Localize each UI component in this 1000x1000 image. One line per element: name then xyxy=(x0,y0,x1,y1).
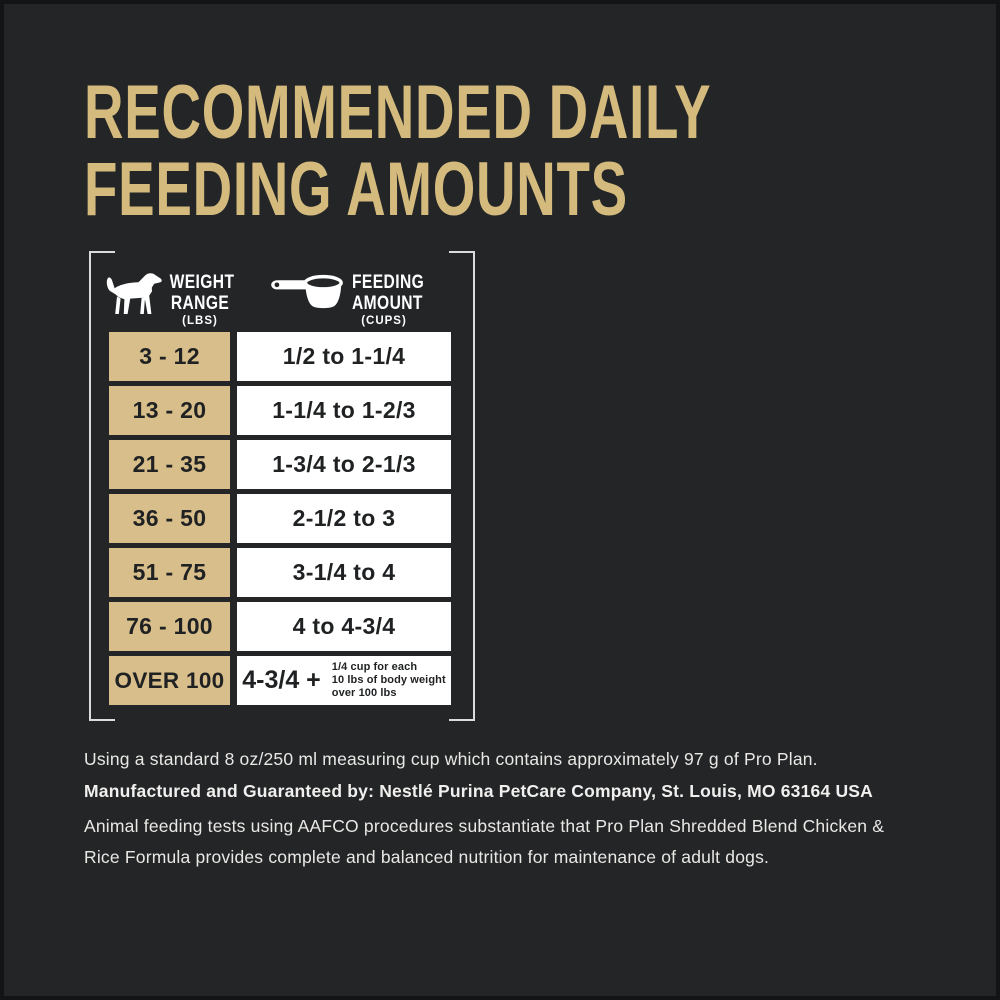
aafco-footnote-line1: Animal feeding tests using AAFCO procedures substantiate that Pro Plan Shredded Blend Chicken & xyxy=(84,816,885,836)
feeding-amount-cell: 1-1/4 to 1-2/3 xyxy=(237,386,451,435)
measuring-cup-footnote: Using a standard 8 oz/250 ml measuring cup which contains approximately 97 g of Pro Plan. xyxy=(84,749,818,769)
note-line2: 10 lbs of body weight xyxy=(331,674,446,686)
measuring-cup-icon xyxy=(269,269,349,316)
page-title-line2: FEEDING AMOUNTS xyxy=(84,147,628,232)
weight-range-cell: OVER 100 xyxy=(109,656,230,705)
feeding-amount-cell: 1-3/4 to 2-1/3 xyxy=(237,440,451,489)
note-line1: 1/4 cup for each xyxy=(331,661,418,673)
weight-range-header xyxy=(162,272,238,327)
weight-range-cell: 76 - 100 xyxy=(109,602,230,651)
weight-range-cell: 51 - 75 xyxy=(109,548,230,597)
feeding-amount-header xyxy=(344,272,424,327)
weight-range-cell: 36 - 50 xyxy=(109,494,230,543)
weight-range-cell: 13 - 20 xyxy=(109,386,230,435)
feeding-amount-cell: 4 to 4-3/4 xyxy=(237,602,451,651)
dog-icon xyxy=(105,271,165,317)
weight-range-label-line2: RANGE xyxy=(170,291,230,314)
page-title xyxy=(84,70,712,232)
feeding-amount-label-line1: FEEDING xyxy=(352,271,425,293)
feeding-amount-cell: 3-1/4 to 4 xyxy=(237,548,451,597)
feeding-amount-cell: 1/2 to 1-1/4 xyxy=(237,332,451,381)
aafco-footnote xyxy=(84,811,884,873)
feeding-amount-cell: 2-1/2 to 3 xyxy=(237,494,451,543)
weight-range-cell: 21 - 35 xyxy=(109,440,230,489)
feeding-amount-note xyxy=(332,661,446,700)
feeding-amount-label-line2: AMOUNT xyxy=(352,291,423,314)
weight-range-cell: 3 - 12 xyxy=(109,332,230,381)
manufacturer-footnote: Manufactured and Guaranteed by: Nestlé Purina PetCare Company, St. Louis, MO 63164 USA xyxy=(84,781,874,801)
weight-range-label-line1: WEIGHT xyxy=(169,271,235,293)
feeding-amount-unit: (CUPS) xyxy=(361,315,407,327)
table-bracket-right xyxy=(449,251,475,721)
weight-range-unit: (LBS) xyxy=(182,315,218,327)
feeding-amount-value: 4-3/4 + xyxy=(242,666,321,694)
aafco-footnote-line2: Rice Formula provides complete and balanced nutrition for maintenance of adult dogs. xyxy=(84,847,770,867)
page-title-line1: RECOMMENDED DAILY xyxy=(84,70,712,155)
note-line3: over 100 lbs xyxy=(331,687,397,699)
feeding-amount-cell xyxy=(237,656,451,705)
